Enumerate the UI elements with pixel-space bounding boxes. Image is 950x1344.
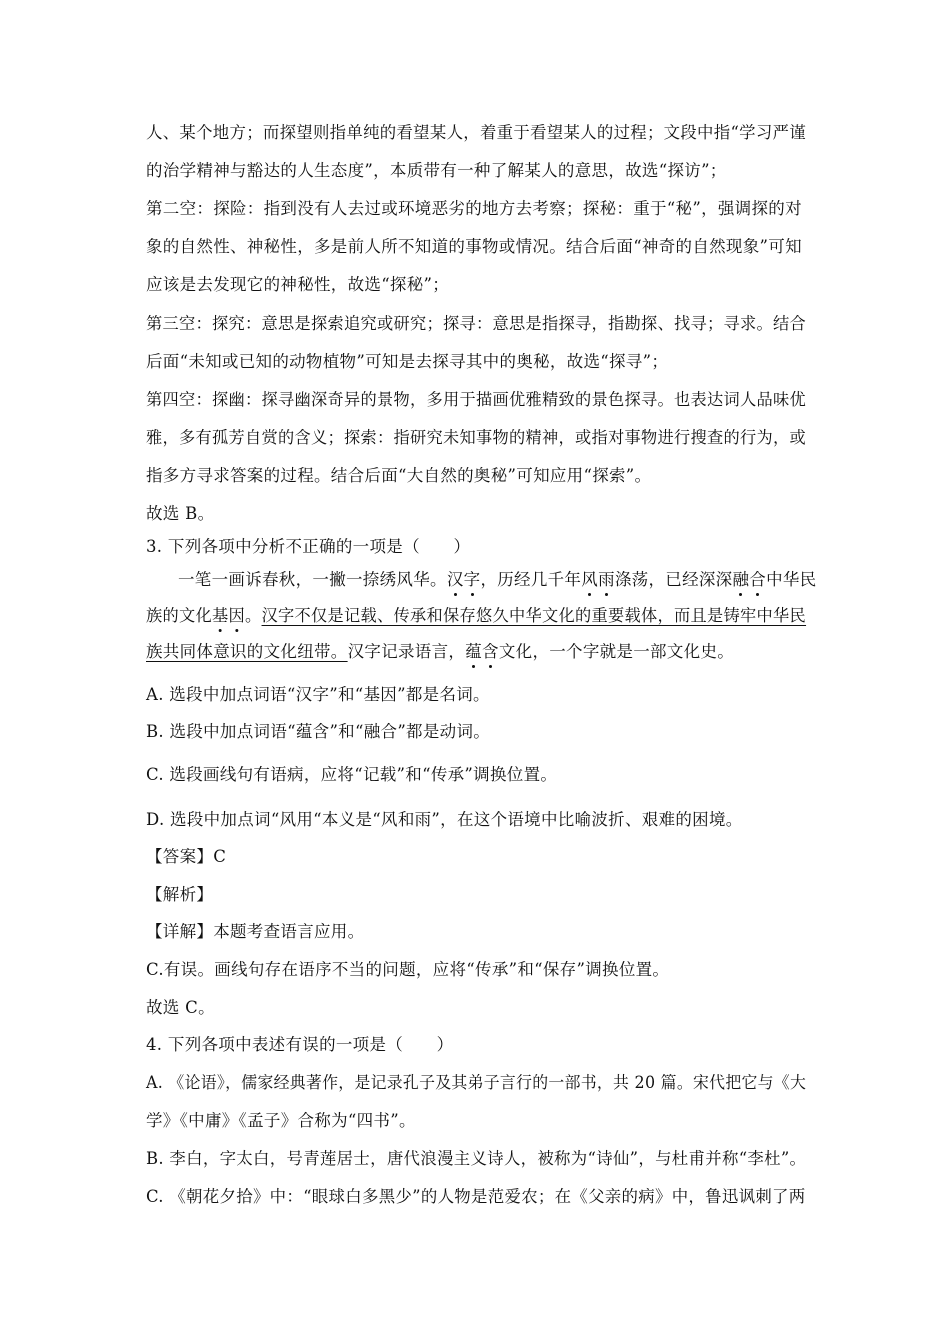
text-line: 应该是去发现它的神秘性，故选“探秘”； xyxy=(146,275,450,294)
passage-text: 。 xyxy=(245,606,262,625)
passage-text: ，历经几千年 xyxy=(480,570,582,589)
text-line: 指多方寻求答案的过程。结合后面“大自然的奥秘”可知应用“探索”。 xyxy=(146,466,652,485)
dotted-char: 字 xyxy=(463,570,481,589)
passage-line xyxy=(146,604,806,628)
text-line: 第四空：探幽：探寻幽深奇异的景物，多用于描画优雅精致的景色探寻。也表达词人品味优 xyxy=(146,390,806,409)
explanation-text: C.有误。画线句存在语序不当的问题，应将“传承”和“保存”调换位置。 xyxy=(146,960,670,979)
option-d: D. 选段中加点词“风用“本义是“风和雨”，在这个语境中比喻波折、艰难的困境。 xyxy=(146,810,743,829)
q4-line: B. 李白，字太白，号青莲居士，唐代浪漫主义诗人，被称为“诗仙”，与杜甫并称“李杜”。 xyxy=(146,1149,807,1168)
dotted-char: 风 xyxy=(581,570,599,589)
detail-label: 【详解】本题考查语言应用。 xyxy=(146,922,365,941)
analysis-label: 【解析】 xyxy=(146,885,214,904)
text-line: 后面“未知或已知的动物植物”可知是去探寻其中的奥秘，故选“探寻”； xyxy=(146,352,669,371)
q4-line: C. 《朝花夕拾》中：“眼球白多黑少”的人物是范爱农；在《父亲的病》中，鲁迅讽刺了两 xyxy=(146,1187,806,1206)
text-line: 故选 B。 xyxy=(146,504,215,523)
passage-text: 涤荡，已经深深 xyxy=(614,570,733,589)
dotted-char: 汉 xyxy=(446,570,464,589)
option-c: C. 选段画线句有语病，应将“记载”和“传承”调换位置。 xyxy=(146,765,558,784)
conclusion-text: 故选 C。 xyxy=(146,998,215,1017)
passage-text: 一笔一画诉春秋，一撇一捺绣风华。 xyxy=(178,570,447,589)
text-line: 的治学精神与豁达的人生态度”，本质带有一种了解某人的意思，故选“探访”； xyxy=(146,161,727,180)
text-line: 第二空：探险：指到没有人去过或环境恶劣的地方去考察；探秘：重于“秘”，强调探的对 xyxy=(146,199,802,218)
text-line: 人、某个地方；而探望则指单纯的看望某人，着重于看望某人的过程；文段中指“学习严谨 xyxy=(146,123,806,142)
question-4-stem: 4. 下列各项中表述有误的一项是（ ） xyxy=(146,1035,454,1054)
question-3-stem: 3. 下列各项中分析不正确的一项是（ ） xyxy=(146,537,471,556)
text-line: 象的自然性、神秘性，多是前人所不知道的事物或情况。结合后面“神奇的自然现象”可知 xyxy=(146,237,802,256)
q4-line: 学》《中庸》《孟子》合称为“四书”。 xyxy=(146,1111,416,1130)
passage-text: 文化，一个字就是一部文化史。 xyxy=(498,642,735,661)
text-line: 第三空：探究：意思是探索追究或研究；探寻：意思是指探寻，指勘探、找寻；寻求。结合 xyxy=(146,314,806,333)
underlined-sentence: 族共同体意识的文化纽带。 xyxy=(146,642,348,661)
passage-line xyxy=(146,640,734,664)
q4-line: A. 《论语》，儒家经典著作，是记录孔子及其弟子言行的一部书，共 20 篇。宋代把它与《大 xyxy=(146,1073,807,1092)
answer-label: 【答案】C xyxy=(146,847,227,866)
text-line: 雅，多有孤芳自赏的含义；探索：指研究未知事物的精神，或指对事物进行搜查的行为，或 xyxy=(146,428,806,447)
option-a: A. 选段中加点词语“汉字”和“基因”都是名词。 xyxy=(146,685,490,704)
passage-line xyxy=(178,568,817,592)
dotted-char: 合 xyxy=(749,570,767,589)
passage-text: 中华民 xyxy=(766,570,817,589)
dotted-char: 因 xyxy=(228,606,246,625)
option-b: B. 选段中加点词语“蕴含”和“融合”都是动词。 xyxy=(146,722,491,741)
passage-text: 汉字记录语言， xyxy=(347,642,466,661)
dotted-char: 基 xyxy=(212,606,229,625)
dotted-char: 含 xyxy=(482,642,499,661)
dotted-char: 融 xyxy=(732,570,750,589)
passage-text: 族的文化 xyxy=(146,606,213,625)
dotted-char: 雨 xyxy=(598,570,615,589)
underlined-sentence: 汉字不仅是记载、传承和保存悠久中华文化的重要载体，而且是铸牢中华民 xyxy=(261,606,807,625)
dotted-char: 蕴 xyxy=(465,642,483,661)
